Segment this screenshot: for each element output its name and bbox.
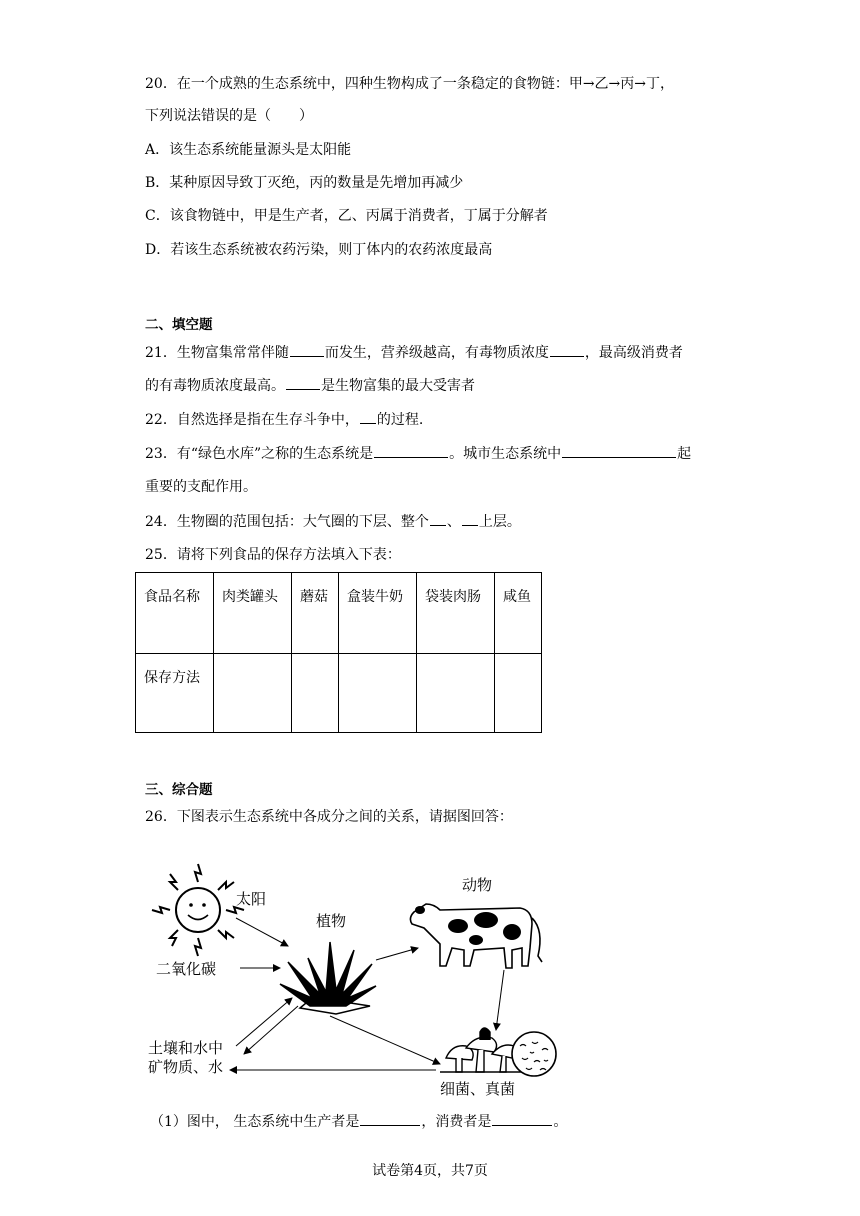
q24-text-part: 上层。 [478, 514, 521, 530]
q21-line2 [145, 375, 475, 396]
table-cell-answer[interactable] [495, 654, 542, 733]
table-cell-answer[interactable] [292, 654, 339, 733]
section-heading-fill-blank: 二、填空题 [145, 317, 213, 333]
food-preservation-table [135, 572, 542, 733]
cow-icon [410, 904, 542, 968]
q20-option-a: A．该生态系统能量源头是太阳能 [145, 142, 352, 158]
table-cell: 保存方法 [136, 654, 214, 733]
q21-line1 [145, 342, 683, 363]
q20-option-b: B．某种原因导致丁灭绝，丙的数量是先增加再减少 [145, 175, 464, 191]
table-cell: 肉类罐头 [214, 573, 292, 654]
q20-stem-line2: 下列说法错误的是（ ） [145, 108, 313, 124]
sun-icon [152, 864, 244, 956]
table-cell-answer[interactable] [214, 654, 292, 733]
answer-blank[interactable] [430, 511, 446, 526]
table-cell: 蘑菇 [292, 573, 339, 654]
q22-line [145, 409, 423, 430]
q20-stem-line1: 20．在一个成熟的生态系统中，四种生物构成了一条稳定的食物链：甲→乙→丙→丁， [145, 76, 675, 92]
q26-sub1-text-part: （1）图中， 生态系统中生产者是 [150, 1114, 360, 1130]
ecosystem-diagram [140, 858, 560, 1104]
q20-option-d: D．若该生态系统被农药污染，则丁体内的农药浓度最高 [145, 242, 493, 258]
q22-text-part: 22．自然选择是指在生存斗争中， [145, 412, 359, 428]
animal-label: 动物 [462, 876, 493, 894]
soil-label-line1: 土壤和水中 [148, 1039, 224, 1057]
answer-blank[interactable] [550, 342, 584, 357]
table-row [136, 573, 542, 654]
q25-stem: 25．请将下列食品的保存方法填入下表： [145, 547, 401, 563]
plant-icon [280, 942, 376, 1014]
q24-line [145, 511, 521, 532]
q21-text-part: 而发生，营养级越高，有毒物质浓度 [324, 345, 549, 361]
q26-sub1-text-part: 。 [553, 1114, 568, 1130]
q21-text-part: ，最高级消费者 [584, 345, 683, 361]
decomposer-label: 细菌、真菌 [440, 1080, 516, 1098]
q21-text-part: 21．生物富集常常伴随 [145, 345, 289, 361]
answer-blank[interactable] [286, 375, 320, 390]
q23-text-part: 起 [677, 446, 692, 462]
sun-label: 太阳 [236, 890, 267, 908]
q23-line1 [145, 443, 691, 464]
q26-stem: 26．下图表示生态系统中各成分之间的关系，请据图回答： [145, 809, 513, 825]
q24-text-part: 24．生物圈的范围包括：大气圈的下层、整个 [145, 514, 429, 530]
q21-text-part: 是生物富集的最大受害者 [321, 378, 475, 394]
q26-sub1-text-part: ，消费者是 [421, 1114, 492, 1130]
mushroom-icon [440, 1028, 524, 1072]
q20-option-c: C．该食物链中，甲是生产者，乙、丙属于消费者，丁属于分解者 [145, 208, 548, 224]
soil-label-line2: 矿物质、水 [148, 1058, 224, 1076]
answer-blank[interactable] [462, 511, 478, 526]
table-cell: 食品名称 [136, 573, 214, 654]
q22-text-part: 的过程. [376, 412, 424, 428]
q23-text-part: 23．有“绿色水库”之称的生态系统是 [145, 446, 374, 462]
q23-text-part: 。城市生态系统中 [449, 446, 562, 462]
q24-text-part: 、 [446, 514, 461, 530]
answer-blank[interactable] [562, 443, 676, 458]
q21-text-part: 的有毒物质浓度最高。 [145, 378, 285, 394]
q23-line2: 重要的支配作用。 [145, 479, 257, 495]
answer-blank[interactable] [492, 1111, 552, 1126]
bacteria-icon [512, 1032, 556, 1076]
answer-blank[interactable] [374, 443, 448, 458]
table-cell-answer[interactable] [339, 654, 417, 733]
plant-label: 植物 [316, 912, 347, 930]
co2-label: 二氧化碳 [156, 960, 217, 978]
section-heading-comprehensive: 三、综合题 [145, 782, 213, 798]
answer-blank[interactable] [360, 409, 376, 424]
answer-blank[interactable] [360, 1111, 420, 1126]
table-cell: 袋装肉肠 [417, 573, 495, 654]
table-row [136, 654, 542, 733]
table-cell: 盒装牛奶 [339, 573, 417, 654]
q26-sub1 [150, 1111, 567, 1132]
page-footer: 试卷第4页，共7页 [372, 1163, 488, 1179]
table-cell-answer[interactable] [417, 654, 495, 733]
answer-blank[interactable] [290, 342, 324, 357]
table-cell: 咸鱼 [495, 573, 542, 654]
